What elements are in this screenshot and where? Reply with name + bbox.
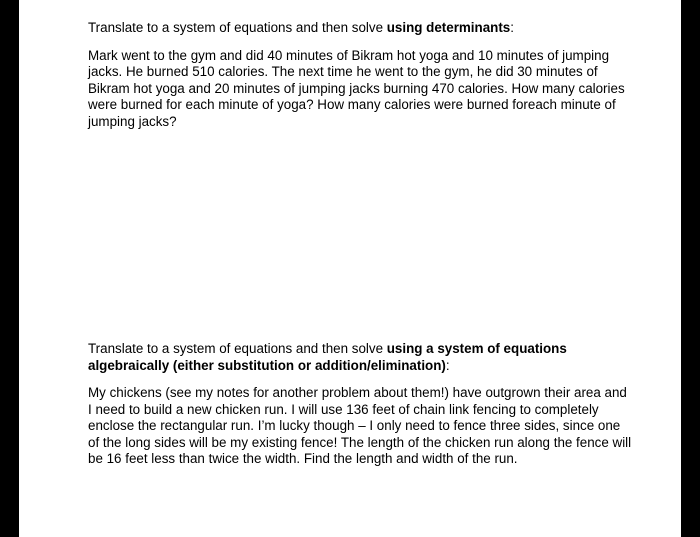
problem-1-body: Mark went to the gym and did 40 minutes of Bikram hot yoga and 10 minutes of jumping jacks. He burned 510 calories. The next time he went to the gym, he did 30 minutes of Bikram hot yoga and 20 minutes of jumping jacks burning 470 calories. How many calories were burned for each minute of yoga? How many calories were burned foreach minute of jumping jacks? bbox=[88, 47, 625, 129]
problem-2-instruction-text: Translate to a system of equations and then solve bbox=[88, 341, 387, 356]
problem-2-body: My chickens (see my notes for another problem about them!) have outgrown their area and I need to build a new chicken run. I will use 136 feet of chain link fencing to completely enclose the rectangular run. I’m lucky though – I only need to fence three sides, since one of the long sides will be my existing fence! The length of the chicken run along the fence will be 16 feet less than twice the width. Find the length and width of the run. bbox=[88, 385, 632, 466]
problem-2-instruction-end: : bbox=[445, 357, 450, 373]
problem-2-method: using a system of equations algebraically (either substitution or addition/elimination) bbox=[88, 341, 567, 373]
problem-1 bbox=[88, 20, 633, 130]
problem-1-instruction-text: Translate to a system of equations and then solve bbox=[88, 20, 387, 35]
problem-1-instruction bbox=[88, 20, 633, 37]
problem-2-instruction bbox=[88, 341, 633, 374]
problem-1-method: using determinants bbox=[386, 20, 511, 35]
document-page bbox=[19, 0, 681, 537]
problem-1-instruction-end: : bbox=[510, 20, 514, 35]
problem-2 bbox=[88, 341, 633, 468]
